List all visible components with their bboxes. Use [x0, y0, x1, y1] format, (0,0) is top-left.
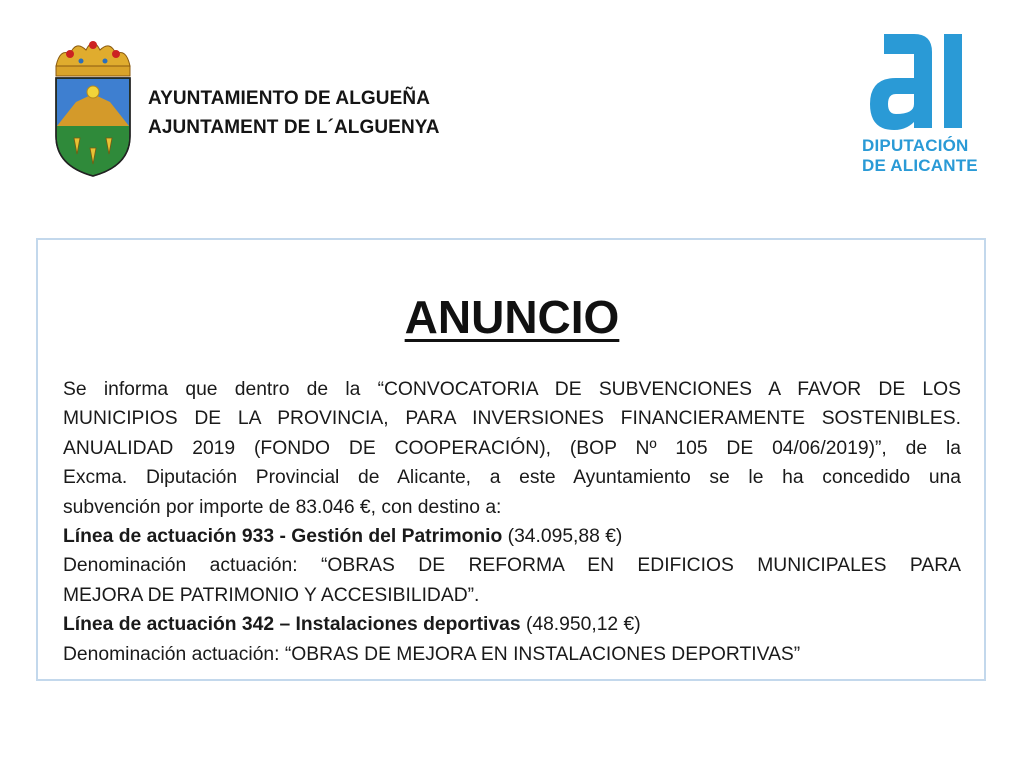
notice-title — [0, 290, 1024, 344]
action-line-933-amount: (34.095,88 €) — [507, 526, 623, 548]
diputacion-logo-text — [862, 136, 978, 176]
body-line-4: Excma. Diputación Provincial de Alicante, a este Ayuntamiento se le ha concedido una — [63, 467, 961, 489]
action-line-933 — [63, 522, 961, 551]
action-line-342-denomination: Denominación actuación: “OBRAS DE MEJORA EN INSTALACIONES DEPORTIVAS” — [63, 643, 801, 665]
diputacion-logo-line-1: DIPUTACIÓN — [862, 136, 969, 155]
page-header — [0, 0, 1024, 200]
crown-icon — [56, 41, 130, 76]
body-line-3: ANUALIDAD 2019 (FONDO DE COOPERACIÓN), (BOP Nº 105 DE 04/06/2019)”, de la — [63, 437, 961, 459]
action-line-342-amount: (48.950,12 €) — [525, 614, 641, 636]
action-line-342 — [63, 610, 961, 639]
organization-names — [148, 84, 440, 142]
action-line-933-denomination-b: MEJORA DE PATRIMONIO Y ACCESIBILIDAD”. — [63, 584, 480, 606]
body-line-1: Se informa que dentro de la “CONVOCATORIA DE SUBVENCIONES A FAVOR DE LOS — [63, 379, 961, 400]
notice-body — [63, 375, 961, 669]
notice-title-text: ANUNCIO — [404, 291, 620, 343]
action-line-342-label: Línea de actuación 342 – Instalaciones deportivas — [63, 614, 521, 636]
action-line-933-label: Línea de actuación 933 - Gestión del Patrimonio — [63, 526, 503, 548]
coat-of-arms-icon — [46, 36, 140, 178]
org-name-valencian: AJUNTAMENT DE L´ALGUENYA — [148, 117, 440, 138]
body-line-2: MUNICIPIOS DE LA PROVINCIA, PARA INVERSIONES FINANCIERAMENTE SOSTENIBLES. — [63, 408, 961, 430]
action-line-933-denomination-a: Denominación actuación: “OBRAS DE REFORMA EN EDIFICIOS MUNICIPALES PARA — [63, 555, 961, 577]
org-name-spanish: AYUNTAMIENTO DE ALGUEÑA — [148, 88, 431, 109]
diputacion-logo-line-2: DE ALICANTE — [862, 156, 978, 175]
body-line-5: subvención por importe de 83.046 €, con destino a: — [63, 496, 502, 518]
